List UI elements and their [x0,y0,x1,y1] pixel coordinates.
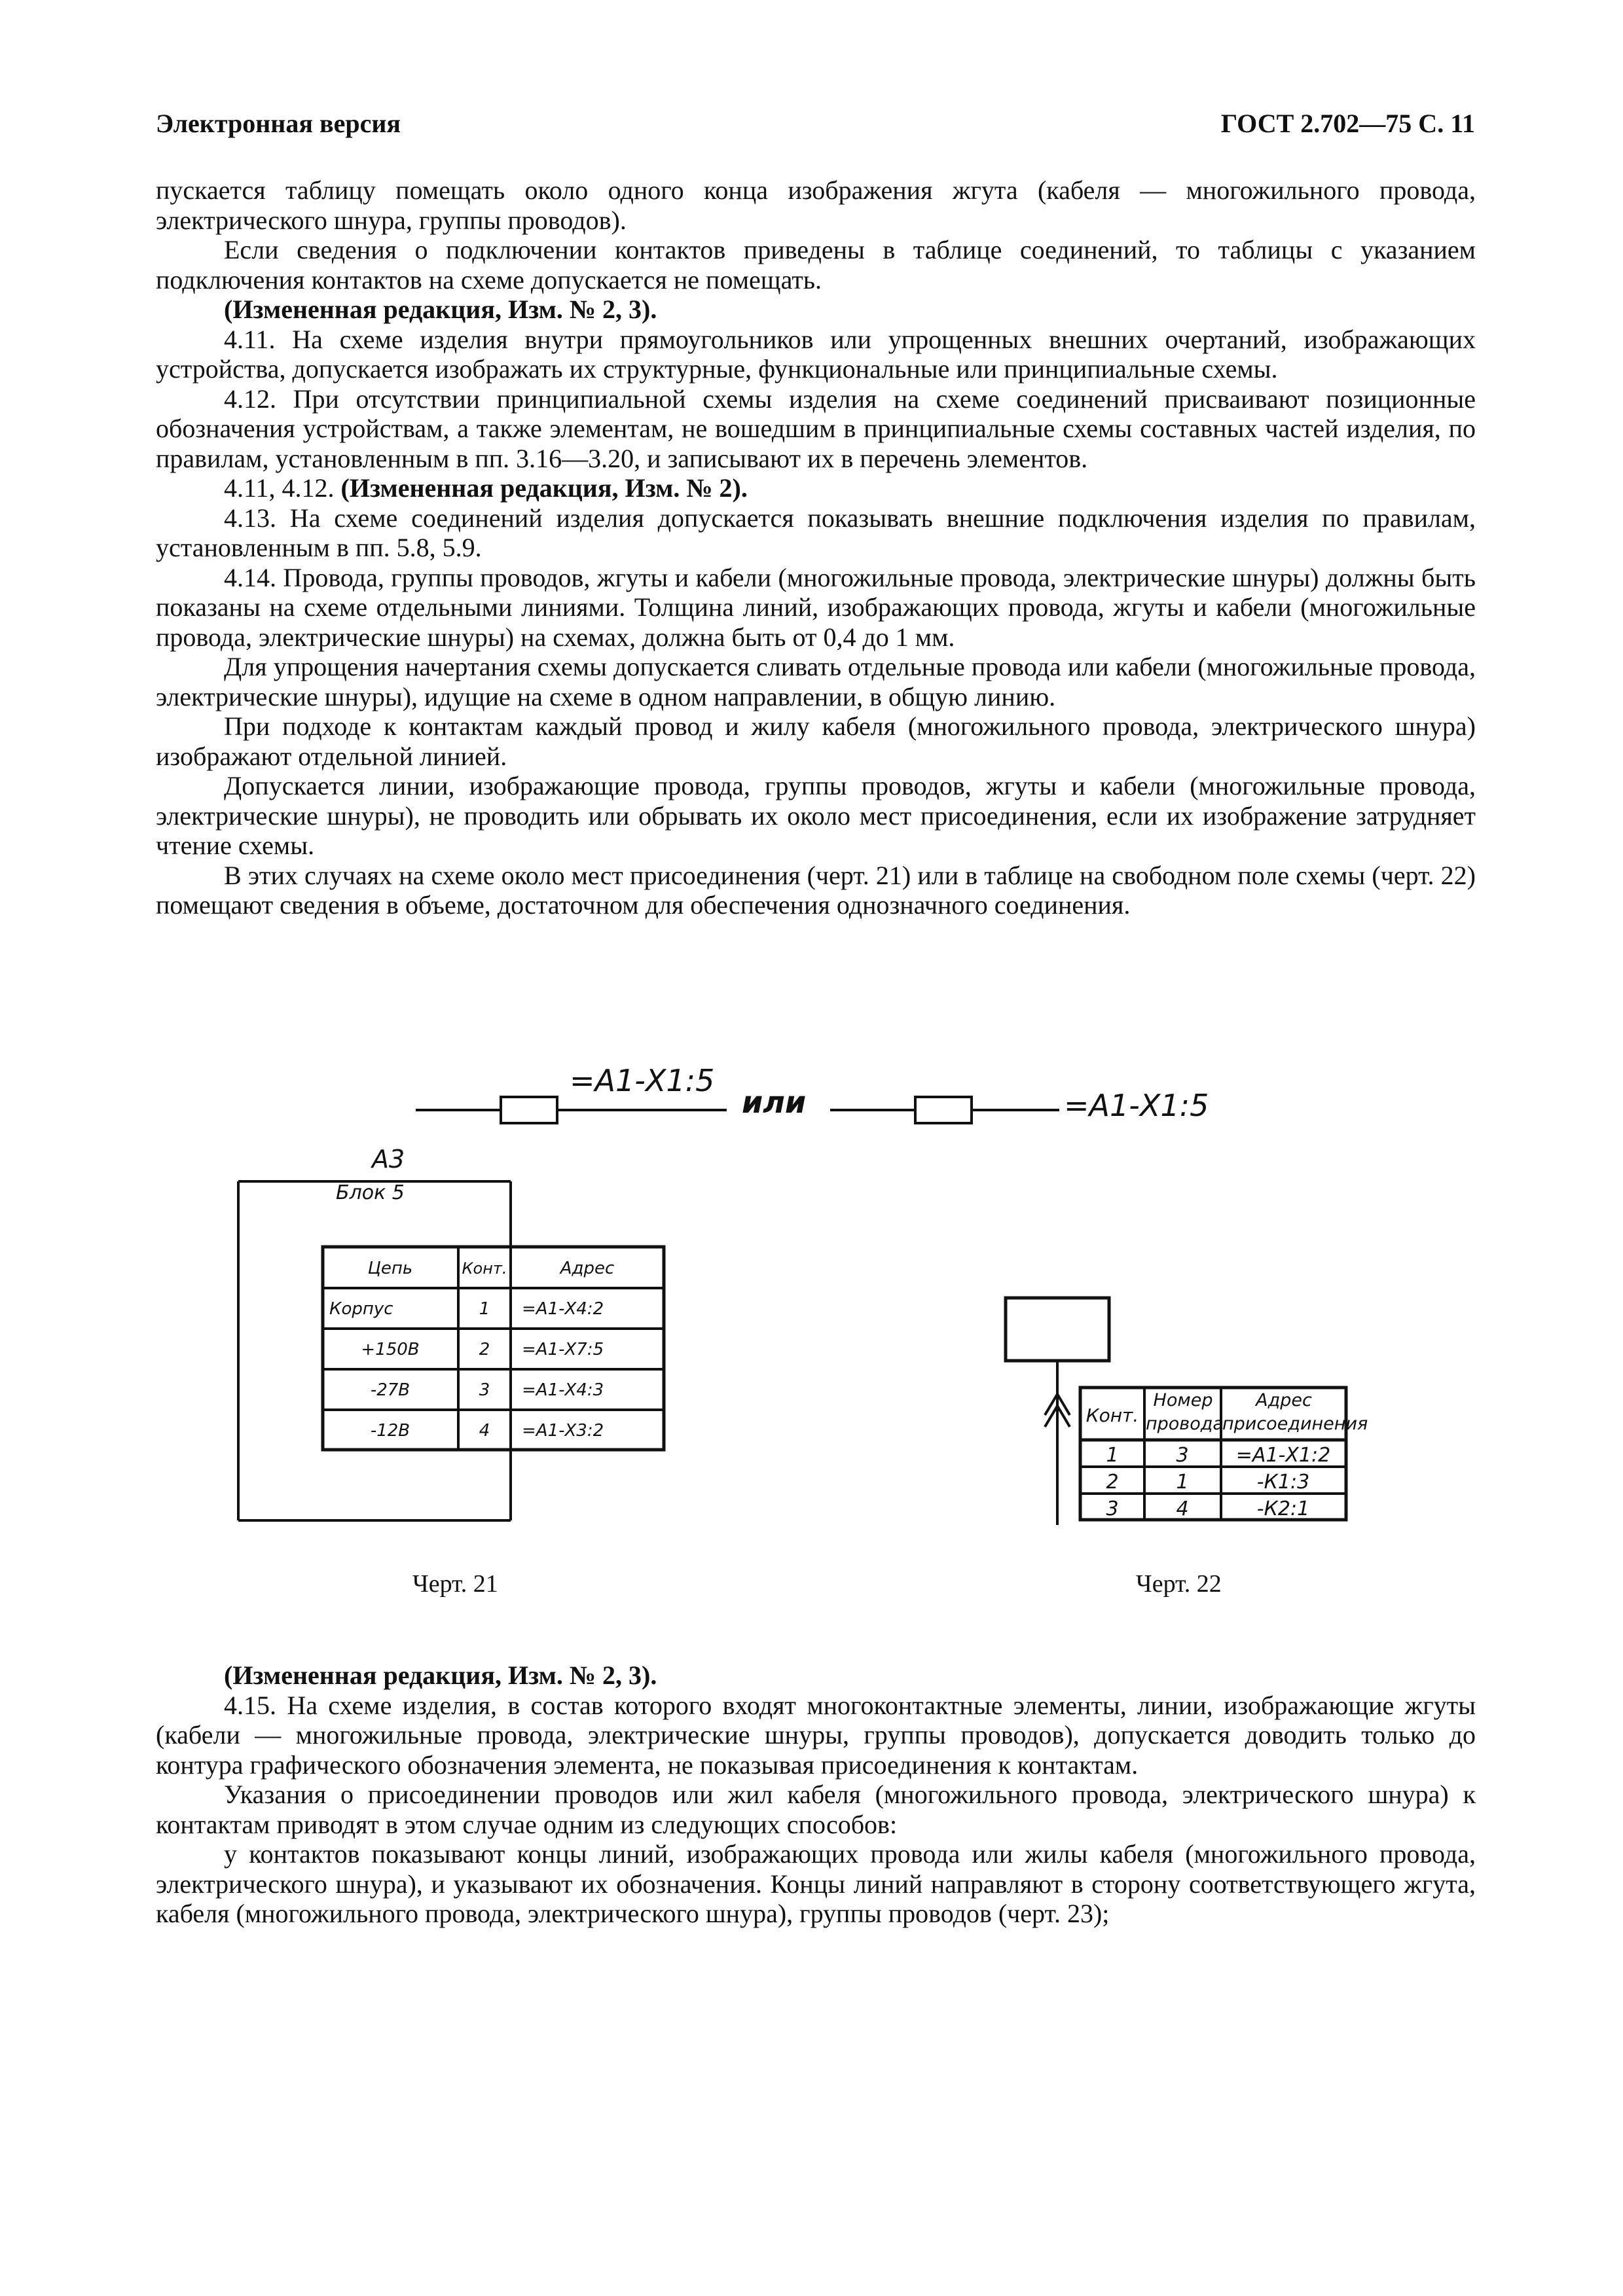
clause-ref: 4.11, 4.12. [224,473,341,503]
paragraph: В этих случаях на схеме около мест присоединения (черт. 21) или в таблице на свободном поле схемы (черт. 22) помещают сведения в объеме, достаточном для обеспечения однозначного соединения. [156,860,1476,920]
paragraph: 4.13. На схеме соединений изделия допускается показывать внешние подключения изделия по правилам, установленным в пп. 5.8, 5.9. [156,503,1476,562]
table-header: Конт. [462,1259,507,1278]
figure-caption-21: Черт. 21 [412,1570,498,1598]
table-cell: 2 [1106,1471,1119,1494]
table-header-wrap [1222,1389,1368,1440]
table-cell: -27В [370,1380,410,1400]
or-word: или [742,1085,807,1120]
block-name: Блок 5 [336,1181,405,1204]
table-cell: =А1-Х4:2 [522,1299,604,1319]
amendment-note: (Измененная редакция, Изм. № 2, 3). [224,295,657,324]
paragraph: Указания о присоединении проводов или жил кабеля (многожильного провода, электрического шнура) к контактам приводят в этом случае одним из следующих способов: [156,1780,1476,1839]
paragraph: 4.12. При отсутствии принципиальной схемы изделия на схеме соединений присваивают позиционные обозначения устройствам, а также элементам, не вошедшим в принципиальные схемы составных частей изделия, по правилам, установленным в пп. 3.16—3.20, и записывают их в перечень элементов. [156,384,1476,473]
table-cell: -К1:3 [1256,1471,1310,1494]
paragraph: Если сведения о подключении контактов приведены в таблице соединений, то таблицы с указанием подключения контактов на схеме допускается не помещать. [156,235,1476,295]
header-left: Электронная версия [156,109,401,138]
body-text-bottom [156,1660,1476,1929]
wire-sleeve [915,1097,972,1123]
table-cell: -12В [370,1421,410,1441]
amendment-note: (Измененная редакция, Изм. № 2). [340,473,748,503]
table-header: Адрес [560,1259,615,1278]
paragraph: 4.15. На схеме изделия, в состав которого входят многоконтактные элементы, линии, изображающие жгуты (кабели — многожильные провода, электрические шнуры, группы проводов), допускается доводить только до контура графического обозначения элемента, не показывая присоединения к контактам. [156,1690,1476,1780]
block-code: А3 [372,1145,405,1174]
header-right: ГОСТ 2.702—75 С. 11 [1220,109,1475,138]
paragraph: у контактов показывают концы линий, изображающих провода или жилы кабеля (многожильного провода, электрического шнура), и указывают их обозначения. Концы линий направляют в сторону соответствующего жгута, кабеля (многожильного провода, электрического шнура), группы проводов (черт. 23); [156,1839,1476,1928]
table-cell: =А1-Х7:5 [522,1340,604,1359]
table-cell: 1 [479,1299,490,1319]
table-cell: 3 [1176,1444,1189,1467]
table-cell: Корпус [329,1299,393,1319]
table-cell: 1 [1176,1471,1189,1494]
paragraph: пускается таблицу помещать около одного конца изображения жгута (кабеля — многожильного провода, электрического шнура, группы проводов). [156,175,1476,235]
table-cell: -К2:1 [1256,1498,1310,1520]
device-box [1006,1298,1109,1361]
table-header: Адрес присоединения [1222,1390,1368,1434]
paragraph: Допускается линии, изображающие провода, группы проводов, жгуты и кабели (многожильные провода, электрические шнуры), не проводить или обрывать их около мест присоединения, если их изображение затрудняет чтение схемы. [156,771,1476,860]
table-cell: +150В [361,1340,420,1359]
amendment-note: (Измененная редакция, Изм. № 2, 3). [224,1660,657,1690]
table-cell: =А1-Х1:2 [1235,1444,1331,1467]
table-cell: 1 [1106,1444,1119,1467]
wire-label: =А1-Х1:5 [570,1063,715,1098]
table-cell: 3 [479,1380,490,1400]
paragraph: При подходе к контактам каждый провод и жилу кабеля (многожильного провода, электрического шнура) изображают отдельной линией. [156,711,1476,771]
figure-caption-22: Черт. 22 [1136,1570,1222,1598]
paragraph: 4.11. На схеме изделия внутри прямоугольников или упрощенных внешних очертаний, изображающих устройства, допускается изображать их структурные, функциональные или принципиальные схемы. [156,324,1476,384]
table-cell: =А1-Х3:2 [522,1421,604,1441]
table-cell: 4 [479,1421,490,1441]
table-cell: 4 [1176,1498,1189,1520]
table-header: Цепь [367,1259,413,1278]
table-cell: 3 [1106,1498,1119,1520]
wire-sleeve [501,1097,557,1123]
paragraph: Для упрощения начертания схемы допускается сливать отдельные провода или кабели (многожильные провода, электрические шнуры), идущие на схеме в одном направлении, в общую линию. [156,652,1476,711]
table-header: Номер провода [1146,1390,1224,1434]
paragraph: 4.14. Провода, группы проводов, жгуты и кабели (многожильные провода, электрические шнуры) должны быть показаны на схеме отдельными линиями. Толщина линий, изображающих провода, жгуты и кабели (многожильные провода, электрические шнуры) на схемах, должна быть от 0,4 до 1 мм. [156,562,1476,652]
table-cell: =А1-Х4:3 [522,1380,604,1400]
table-cell: 2 [479,1340,490,1359]
table-header: Конт. [1085,1405,1139,1426]
wire-label: =А1-Х1:5 [1064,1088,1209,1123]
table-header-wrap [1146,1389,1224,1440]
